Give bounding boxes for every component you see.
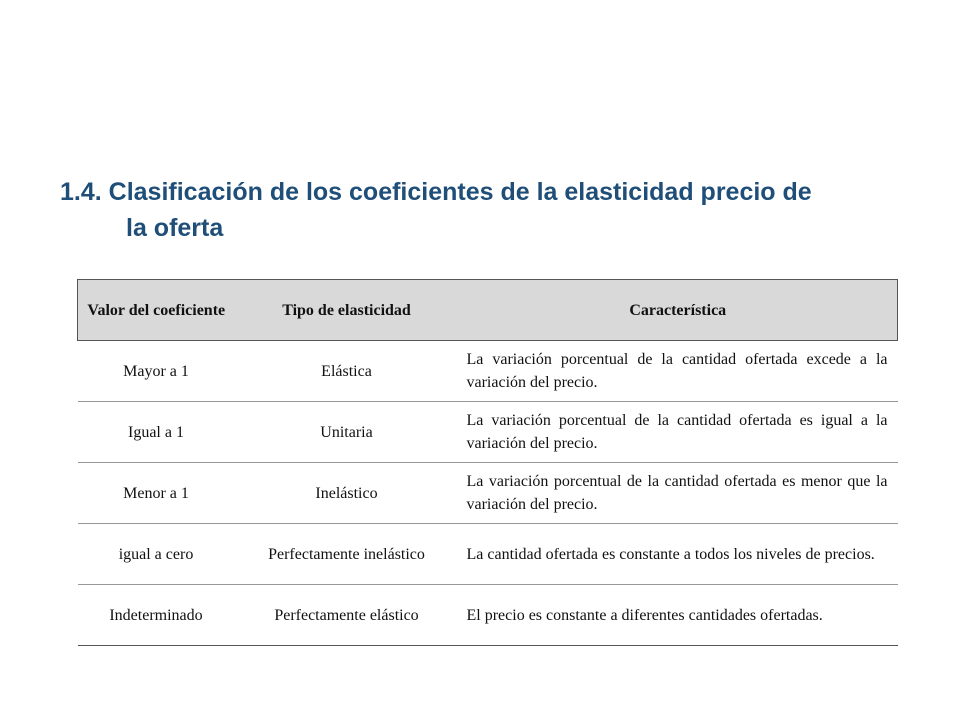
- table-row: [78, 341, 898, 402]
- section-number: 1.4.: [60, 178, 102, 206]
- title-line-2: la oferta: [126, 214, 224, 242]
- table-row: [78, 524, 898, 585]
- header-caracteristica: Característica: [459, 280, 898, 341]
- table-row: [78, 463, 898, 524]
- cell-tipo: Unitaria: [235, 402, 459, 463]
- cell-valor: igual a cero: [78, 524, 235, 585]
- cell-valor: Mayor a 1: [78, 341, 235, 402]
- table-row: [78, 585, 898, 646]
- cell-caracteristica: La variación porcentual de la cantidad ofertada es igual a la variación del precio.: [459, 402, 898, 463]
- cell-caracteristica: La variación porcentual de la cantidad ofertada excede a la variación del precio.: [459, 341, 898, 402]
- cell-tipo: Elástica: [235, 341, 459, 402]
- table-header-row: [78, 280, 898, 341]
- cell-tipo: Perfectamente inelástico: [235, 524, 459, 585]
- cell-valor: Menor a 1: [78, 463, 235, 524]
- header-tipo: Tipo de elasticidad: [235, 280, 459, 341]
- cell-tipo: Inelástico: [235, 463, 459, 524]
- cell-caracteristica: La variación porcentual de la cantidad ofertada es menor que la variación del precio.: [459, 463, 898, 524]
- cell-tipo: Perfectamente elástico: [235, 585, 459, 646]
- header-valor: Valor del coeficiente: [78, 280, 235, 341]
- cell-caracteristica: El precio es constante a diferentes cantidades ofertadas.: [459, 585, 898, 646]
- page-title: [60, 174, 908, 246]
- table-row: [78, 402, 898, 463]
- cell-valor: Igual a 1: [78, 402, 235, 463]
- title-line-1: Clasificación de los coeficientes de la elasticidad precio de: [108, 178, 812, 206]
- elasticity-table: [77, 279, 898, 646]
- cell-valor: Indeterminado: [78, 585, 235, 646]
- cell-caracteristica: La cantidad ofertada es constante a todos los niveles de precios.: [459, 524, 898, 585]
